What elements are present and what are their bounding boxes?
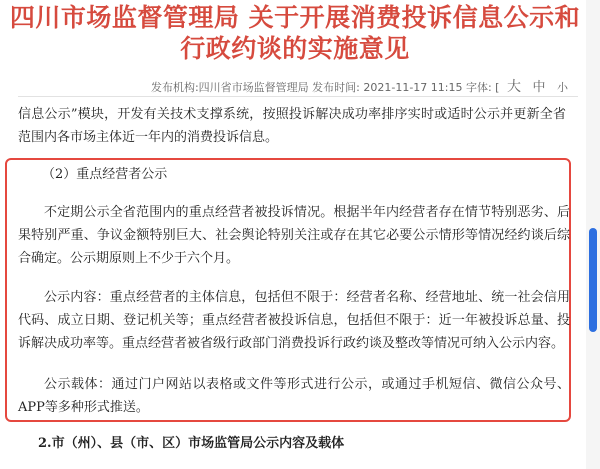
vertical-scrollbar[interactable] bbox=[586, 0, 600, 469]
article-meta bbox=[151, 76, 572, 96]
paragraph-content: 公示内容：重点经营者的主体信息，包括但不限于：经营者名称、经营地址、统一社会信用代码、成立日期、登记机关等；重点经营者被投诉信息，包括但不限于：近一年被投诉总量、投诉解决成功率等。重点经营者被省级行政部门消费投诉行政约谈及整改等情况可纳入公示内容。 bbox=[18, 290, 570, 351]
font-size-medium-button[interactable]: 中 bbox=[532, 80, 546, 95]
font-size-large-button[interactable]: 大 bbox=[506, 79, 521, 95]
page-title: 四川市场监督管理局 关于开展消费投诉信息公示和行政约谈的实施意见 bbox=[9, 3, 581, 63]
intro-paragraph: 信息公示”模块，开发有关技术支撑系统，按照投诉解决成功率排序实时或适时公示并更新全省范围内各市场主体近一年内的消费投诉信息。 bbox=[18, 107, 566, 145]
paragraph-disclosure: 不定期公示全省范围内的重点经营者被投诉情况。根据半年内经营者存在情节特别恶劣、后果特别严重、争议金额特别巨大、社会舆论特别关注或存在其它必要公示情形等情况经约谈后综合确定。公示期原则上不少于六个月。 bbox=[18, 205, 570, 266]
scrollbar-thumb[interactable] bbox=[589, 228, 597, 332]
section-heading: 2.市（州）、县（市、区）市场监管局公示内容及载体 bbox=[38, 436, 345, 451]
header-divider bbox=[18, 96, 578, 97]
publisher-info: 发布机构:四川省市场监督管理局 发布时间: 2021-11-17 11:15 字体: [ bbox=[150, 81, 500, 94]
subsection-heading: （2）重点经营者公示 bbox=[42, 167, 168, 182]
font-size-small-button[interactable]: 小 bbox=[557, 81, 568, 94]
paragraph-carrier: 公示载体：通过门户网站以表格或文件等形式进行公示，或通过手机短信、微信公众号、APP等多种形式推送。 bbox=[18, 377, 570, 415]
